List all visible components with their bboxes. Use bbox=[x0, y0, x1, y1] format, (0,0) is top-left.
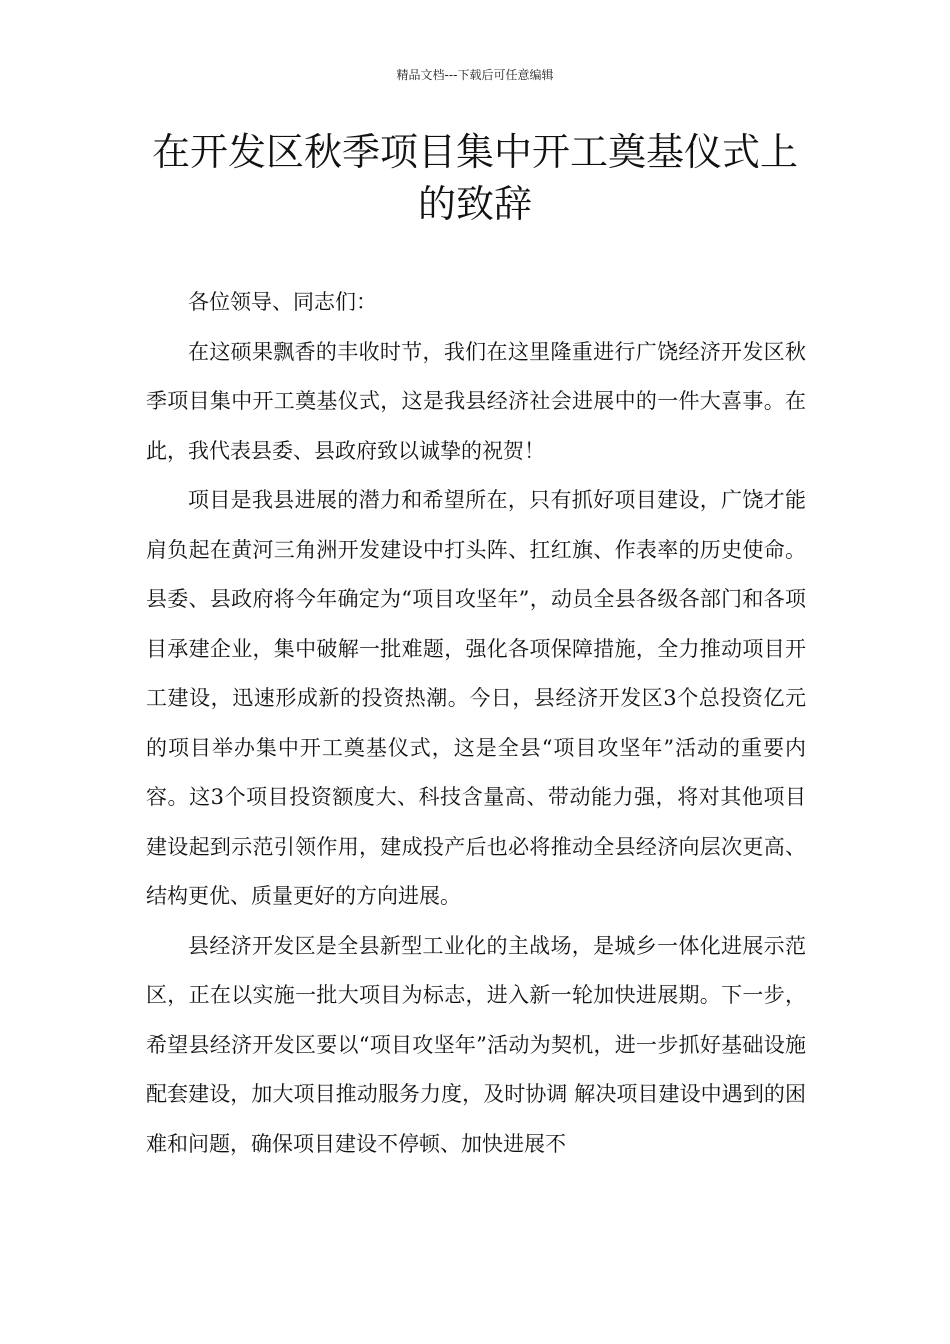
paragraph-2: 项目是我县进展的潜力和希望所在，只有抓好项目建设，广饶才能肩负起在黄河三角洲开发建设中打头阵、扛红旗、作表率的历史使命。县委、县政府将今年确定为“项目攻坚年”，动员全县各级各部门和各项目承建企业，集中破解一批难题，强化各项保障措施，全力推动项目开工建设，迅速形成新的投资热潮。今日，县经济开发区3个总投资亿元的项目举办集中开工奠基仪式，这是全县“项目攻坚年”活动的重要内容。这3个项目投资额度大、科技含量高、带动能力强，将对其他项目建设起到示范引领作用，建成投产后也必将推动全县经济向层次更高、结构更优、质量更好的方向进展。 bbox=[146, 488, 806, 908]
document-body bbox=[146, 278, 806, 1169]
salutation: 各位领导、同志们： bbox=[188, 290, 377, 314]
paragraph-1: 在这硕果飘香的丰收时节，我们在这里隆重进行广饶经济开发区秋季项目集中开工奠基仪式，这是我县经济社会进展中的一件大喜事。在此，我代表县委、县政府致以诚挚的祝贺！ bbox=[146, 339, 806, 463]
page-title: 在开发区秋季项目集中开工奠基仪式上的致辞 bbox=[151, 130, 798, 226]
header-note: 精品文档---下载后可任意编辑 bbox=[396, 68, 554, 82]
paragraph-3: 县经济开发区是全县新型工业化的主战场，是城乡一体化进展示范区，正在以实施一批大项目为标志，进入新一轮加快进展期。下一步，希望县经济开发区要以“项目攻坚年”活动为契机，进一步抓好基础设施配套建设，加大项目推动服务力度，及时协调 解决项目建设中遇到的困难和问题，确保项目建设不停顿、加快进展不 bbox=[146, 933, 806, 1156]
